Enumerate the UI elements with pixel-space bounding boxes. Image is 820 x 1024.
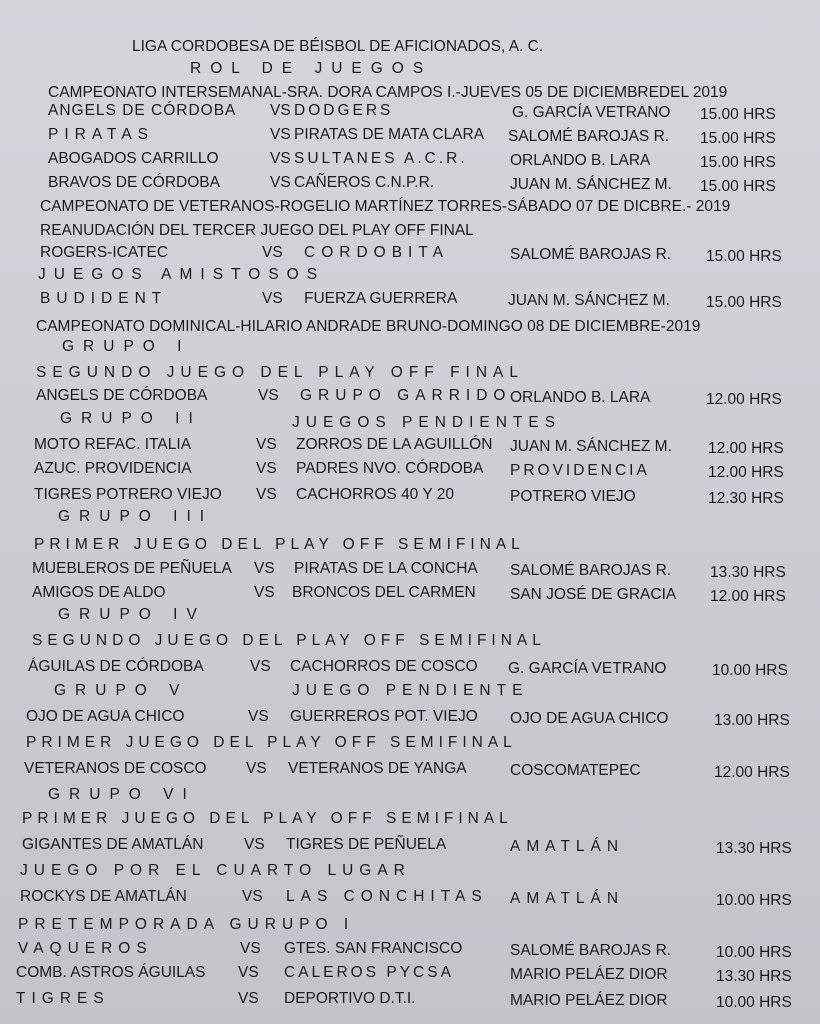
game-time: 13.30 HRS xyxy=(716,840,792,857)
vs-label: VS xyxy=(238,964,259,981)
vs-label: VS xyxy=(262,290,283,307)
venue: SAN JOSÉ DE GRACIA xyxy=(510,586,677,603)
group-heading: GRUPO I xyxy=(62,338,191,355)
game-time: 10.00 HRS xyxy=(716,892,792,909)
group-subheading: JUEGO PENDIENTE xyxy=(292,682,529,699)
away-team: TIGRES DE PEÑUELA xyxy=(286,836,447,853)
away-team: PADRES NVO. CÓRDOBA xyxy=(296,460,484,477)
venue: POTRERO VIEJO xyxy=(510,488,636,505)
away-team: DODGERS xyxy=(294,102,394,119)
venue: SALOMÉ BAROJAS R. xyxy=(510,246,672,263)
section-heading: JUEGOS AMISTOSOS xyxy=(38,266,326,283)
game-time: 15.00 HRS xyxy=(700,178,776,195)
away-team: PIRATAS DE MATA CLARA xyxy=(294,126,485,143)
vs-label: VS xyxy=(256,486,277,503)
group-subheading: PRIMER JUEGO DEL PLAY OFF SEMIFINAL xyxy=(22,810,513,827)
vs-label: VS xyxy=(248,708,269,725)
vs-label: VS xyxy=(238,990,259,1007)
home-team: BUDIDENT xyxy=(40,290,168,307)
home-team: ABOGADOS CARRILLO xyxy=(48,150,219,167)
game-time: 15.00 HRS xyxy=(706,248,782,265)
vs-label: VS xyxy=(270,126,291,143)
away-team: CALEROS PYCSA xyxy=(284,964,454,981)
away-team: CORDOBITA xyxy=(304,244,449,261)
venue: ORLANDO B. LARA xyxy=(510,389,651,406)
game-time: 13.30 HRS xyxy=(710,564,786,581)
venue: PROVIDENCIA xyxy=(510,462,650,479)
away-team: ZORROS DE LA AGUILLÓN xyxy=(296,436,493,453)
vs-label: VS xyxy=(270,150,291,167)
venue: MARIO PELÁEZ DIOR xyxy=(510,992,668,1009)
league-name: LIGA CORDOBESA DE BÉISBOL DE AFICIONADOS, A. C. xyxy=(132,38,544,55)
game-time: 10.00 HRS xyxy=(716,944,792,961)
game-time: 13.30 HRS xyxy=(716,968,792,985)
away-team: CACHORROS 40 Y 20 xyxy=(296,486,454,503)
away-team: BRONCOS DEL CARMEN xyxy=(292,584,476,601)
vs-label: VS xyxy=(256,436,277,453)
away-team: CAÑEROS C.N.P.R. xyxy=(294,174,435,191)
away-team: GTES. SAN FRANCISCO xyxy=(284,940,463,957)
vs-label: VS xyxy=(262,244,283,261)
venue: SALOMÉ BAROJAS R. xyxy=(510,942,672,959)
home-team: ANGELS DE CÓRDOBA xyxy=(48,102,237,119)
home-team: PIRATAS xyxy=(48,126,155,143)
venue: OJO DE AGUA CHICO xyxy=(510,710,669,727)
home-team: TIGRES xyxy=(16,990,110,1007)
away-team: FUERZA GUERRERA xyxy=(304,290,458,307)
game-time: 13.00 HRS xyxy=(714,712,790,729)
venue: JUAN M. SÁNCHEZ M. xyxy=(510,438,672,455)
home-team: TIGRES POTRERO VIEJO xyxy=(34,486,222,503)
group-subheading: SEGUNDO JUEGO DEL PLAY OFF SEMIFINAL xyxy=(32,632,546,649)
group-subheading: PRIMER JUEGO DEL PLAY OFF SEMIFINAL xyxy=(26,734,517,751)
vs-label: VS xyxy=(256,460,277,477)
home-team: VETERANOS DE COSCO xyxy=(24,760,207,777)
venue: AMATLÁN xyxy=(510,890,625,907)
away-team: VETERANOS DE YANGA xyxy=(288,760,467,777)
game-time: 12.00 HRS xyxy=(708,464,784,481)
group-subheading: JUEGOS PENDIENTES xyxy=(292,414,562,431)
venue: ORLANDO B. LARA xyxy=(510,152,651,169)
vs-label: VS xyxy=(242,888,263,905)
game-time: 15.00 HRS xyxy=(700,106,776,123)
game-time: 10.00 HRS xyxy=(712,662,788,679)
vs-label: VS xyxy=(254,560,275,577)
venue: AMATLÁN xyxy=(510,838,625,855)
home-team: ÁGUILAS DE CÓRDOBA xyxy=(28,658,204,675)
home-team: AZUC. PROVIDENCIA xyxy=(34,460,192,477)
home-team: BRAVOS DE CÓRDOBA xyxy=(48,174,220,191)
group-heading: GRUPO II xyxy=(60,410,202,427)
venue: SALOMÉ BAROJAS R. xyxy=(510,562,672,579)
section-heading: CAMPEONATO DE VETERANOS-ROGELIO MARTÍNEZ TORRES-SÁBADO 07 DE DICBRE.- 2019 xyxy=(40,198,731,215)
game-time: 12.00 HRS xyxy=(710,588,786,605)
section-heading: JUEGO POR EL CUARTO LUGAR xyxy=(20,862,411,879)
home-team: ANGELS DE CÓRDOBA xyxy=(36,387,208,404)
away-team: PIRATAS DE LA CONCHA xyxy=(294,560,478,577)
away-team: GRUPO GARRIDO xyxy=(300,387,512,404)
home-team: OJO DE AGUA CHICO xyxy=(26,708,185,725)
game-time: 12.00 HRS xyxy=(714,764,790,781)
home-team: AMIGOS DE ALDO xyxy=(32,584,166,601)
venue: G. GARCÍA VETRANO xyxy=(512,104,671,121)
group-heading: GRUPO V xyxy=(54,682,189,699)
venue: COSCOMATEPEC xyxy=(510,762,641,779)
away-team: DEPORTIVO D.T.I. xyxy=(284,990,416,1007)
home-team: VAQUEROS xyxy=(18,940,153,957)
vs-label: VS xyxy=(270,102,291,119)
group-heading: GRUPO IV xyxy=(58,606,206,623)
game-time: 15.00 HRS xyxy=(706,294,782,311)
away-team: CACHORROS DE COSCO xyxy=(290,658,478,675)
home-team: ROGERS-ICATEC xyxy=(40,244,169,261)
vs-label: VS xyxy=(244,836,265,853)
away-team: SULTANES A.C.R. xyxy=(294,150,468,167)
group-heading: GRUPO III xyxy=(58,508,214,525)
home-team: MUEBLEROS DE PEÑUELA xyxy=(32,560,232,577)
vs-label: VS xyxy=(270,174,291,191)
group-subheading: PRIMER JUEGO DEL PLAY OFF SEMIFINAL xyxy=(34,536,525,553)
game-time: 12.30 HRS xyxy=(708,490,784,507)
group-subheading: SEGUNDO JUEGO DEL PLAY OFF FINAL xyxy=(36,364,524,381)
vs-label: VS xyxy=(254,584,275,601)
vs-label: VS xyxy=(258,387,279,404)
section-heading: PRETEMPORADA GURUPO I xyxy=(18,916,355,933)
venue: MARIO PELÁEZ DIOR xyxy=(510,966,668,983)
document-title: ROL DE JUEGOS xyxy=(190,60,433,77)
home-team: ROCKYS DE AMATLÁN xyxy=(20,888,187,905)
section-heading: CAMPEONATO INTERSEMANAL-SRA. DORA CAMPOS I.-JUEVES 05 DE DICIEMBREDEL 2019 xyxy=(48,84,728,101)
vs-label: VS xyxy=(240,940,261,957)
game-time: 10.00 HRS xyxy=(716,994,792,1011)
vs-label: VS xyxy=(250,658,271,675)
away-team: GUERREROS POT. VIEJO xyxy=(290,708,478,725)
venue: JUAN M. SÁNCHEZ M. xyxy=(510,176,672,193)
section-heading: CAMPEONATO DOMINICAL-HILARIO ANDRADE BRUNO-DOMINGO 08 DE DICIEMBRE-2019 xyxy=(36,318,701,335)
vs-label: VS xyxy=(246,760,267,777)
game-time: 12.00 HRS xyxy=(708,440,784,457)
game-time: 12.00 HRS xyxy=(706,391,782,408)
section-heading: REANUDACIÓN DEL TERCER JUEGO DEL PLAY OFF FINAL xyxy=(40,222,474,239)
venue: JUAN M. SÁNCHEZ M. xyxy=(508,292,670,309)
away-team: LAS CONCHITAS xyxy=(286,888,488,905)
home-team: MOTO REFAC. ITALIA xyxy=(34,436,192,453)
game-time: 15.00 HRS xyxy=(700,154,776,171)
game-time: 15.00 HRS xyxy=(700,130,776,147)
venue: G. GARCÍA VETRANO xyxy=(508,660,667,677)
home-team: COMB. ASTROS ÁGUILAS xyxy=(16,964,206,981)
venue: SALOMÉ BAROJAS R. xyxy=(508,128,670,145)
home-team: GIGANTES DE AMATLÁN xyxy=(22,836,204,853)
group-heading: GRUPO VI xyxy=(48,786,196,803)
